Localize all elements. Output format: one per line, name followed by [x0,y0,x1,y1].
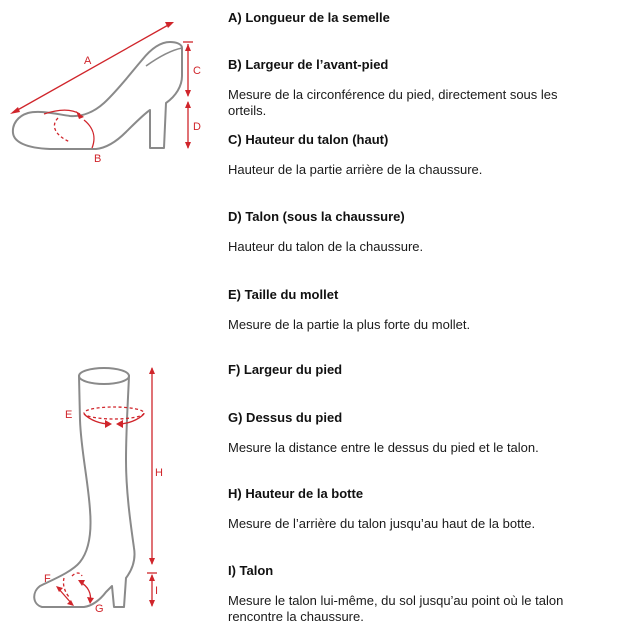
arrowhead [185,101,191,108]
boot-top-opening [79,368,129,384]
entry-title: I) Talon [228,563,274,578]
label-I: I [155,585,159,597]
instep-dashed [72,573,82,576]
label-F: F [44,573,51,585]
entry-title: G) Dessus du pied [228,410,343,425]
toe-width-line [84,120,94,148]
boot-illustration [0,355,230,635]
shoe-diagram [0,0,230,170]
boot-diagram [0,355,230,635]
label-H: H [155,467,163,479]
entry-title: A) Longueur de la semelle [228,10,390,25]
arrowhead [10,107,20,114]
arrowhead [149,600,155,607]
entry-f [228,362,628,378]
label-G: G [95,603,104,615]
sole-length-line [14,24,170,112]
entry-description: Mesure de la circonférence du pied, directement sous les orteils. [228,87,558,118]
entry-title: E) Taille du mollet [228,287,339,302]
entry-c [228,132,628,178]
arrowhead [149,558,155,565]
entry-description: Mesure le talon lui-même, du sol jusqu’au point où le talon rencontre la chaussure. [228,593,564,624]
label-E: E [65,409,73,421]
entry-i [228,563,628,625]
entry-description: Mesure la distance entre le dessus du pied et le talon. [228,440,539,455]
entry-b [228,57,628,119]
entry-description: Mesure de la partie la plus forte du mollet. [228,317,471,332]
entry-title: H) Hauteur de la botte [228,486,364,501]
entry-title: C) Hauteur du talon (haut) [228,132,389,147]
entry-title: F) Largeur du pied [228,362,343,377]
entry-a [228,10,628,26]
arrowhead [105,420,112,428]
arrowhead [149,367,155,374]
entry-title: D) Talon (sous la chaussure) [228,209,405,224]
arrowhead [67,600,74,606]
arrowhead [116,420,123,428]
arrowhead [56,586,63,592]
calf-dashed [84,407,144,419]
entry-e [228,287,628,333]
entry-description: Hauteur de la partie arrière de la chaussure. [228,162,483,177]
measurement-descriptions [228,0,633,636]
shoe-illustration [0,0,230,170]
entry-description: Hauteur du talon de la chaussure. [228,239,424,254]
label-D: D [193,121,201,133]
arrowhead [165,22,174,28]
entry-g [228,410,628,456]
label-C: C [193,65,201,77]
arrowhead [185,44,191,51]
entry-h [228,486,628,532]
entry-d [228,209,628,255]
arrowhead [185,142,191,149]
entry-title: B) Largeur de l’avant-pied [228,57,389,72]
toe-width-dashed [54,118,70,142]
label-B: B [94,153,102,165]
label-A: A [84,55,92,67]
arrowhead [149,574,155,581]
arrowhead [185,90,191,97]
entry-description: Mesure de l’arrière du talon jusqu’au haut de la botte. [228,516,536,531]
